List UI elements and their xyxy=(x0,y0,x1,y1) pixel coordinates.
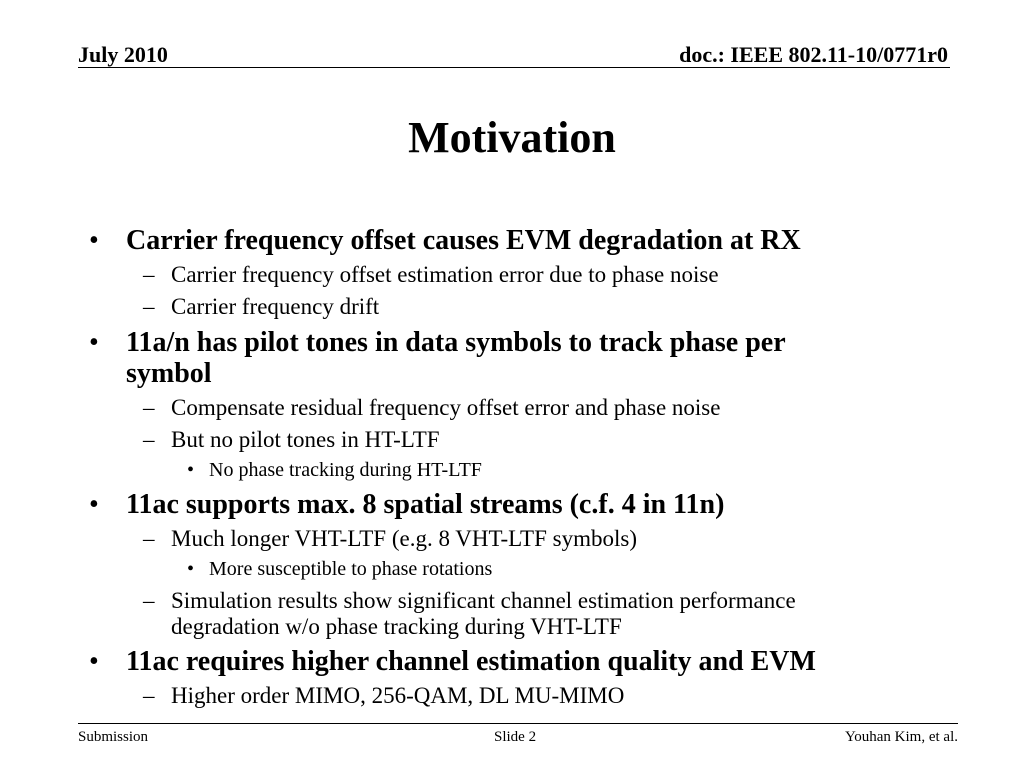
dash-marker: – xyxy=(143,294,155,319)
dash-marker: – xyxy=(143,588,155,613)
bullet-text: Compensate residual frequency offset error and phase noise xyxy=(171,395,721,420)
bullet-text: Much longer VHT-LTF (e.g. 8 VHT-LTF symbols) xyxy=(171,526,637,551)
slide-title: Motivation xyxy=(408,113,616,162)
bullet-marker: • xyxy=(89,646,99,677)
bullet-marker: • xyxy=(187,558,195,580)
bullet-text: 11a/n has pilot tones in data symbols to track phase per xyxy=(126,327,786,358)
bullet-text: Carrier frequency drift xyxy=(171,294,380,319)
bullet-text: More susceptible to phase rotations xyxy=(209,558,493,580)
dash-marker: – xyxy=(143,427,155,452)
footer-submission: Submission xyxy=(78,729,149,745)
footer-divider xyxy=(78,723,958,724)
bullet-text: Carrier frequency offset causes EVM degradation at RX xyxy=(126,225,801,256)
bullet-text: Simulation results show significant channel estimation performance xyxy=(171,588,796,613)
bullet-marker: • xyxy=(89,327,99,358)
dash-marker: – xyxy=(143,683,155,708)
bullet-text: No phase tracking during HT-LTF xyxy=(209,459,482,481)
footer-slide-number: Slide 2 xyxy=(494,729,537,745)
dash-marker: – xyxy=(143,262,155,287)
bullet-text-continuation: degradation w/o phase tracking during VHT-LTF xyxy=(171,614,622,639)
dash-marker: – xyxy=(143,526,155,551)
footer-author: Youhan Kim, et al. xyxy=(844,729,958,745)
bullet-marker: • xyxy=(89,489,99,520)
bullet-text: Carrier frequency offset estimation error due to phase noise xyxy=(171,262,719,287)
header-doc-id: doc.: IEEE 802.11-10/0771r0 xyxy=(679,42,948,67)
bullet-marker: • xyxy=(187,459,195,481)
bullet-text: But no pilot tones in HT-LTF xyxy=(171,427,440,452)
bullet-text-continuation: symbol xyxy=(126,358,212,389)
bullet-text: 11ac supports max. 8 spatial streams (c.f. 4 in 11n) xyxy=(126,489,725,520)
bullet-text: 11ac requires higher channel estimation quality and EVM xyxy=(126,646,816,677)
bullet-marker: • xyxy=(89,225,99,256)
bullet-text: Higher order MIMO, 256-QAM, DL MU-MIMO xyxy=(171,683,625,708)
header-date: July 2010 xyxy=(78,42,168,67)
dash-marker: – xyxy=(143,395,155,420)
